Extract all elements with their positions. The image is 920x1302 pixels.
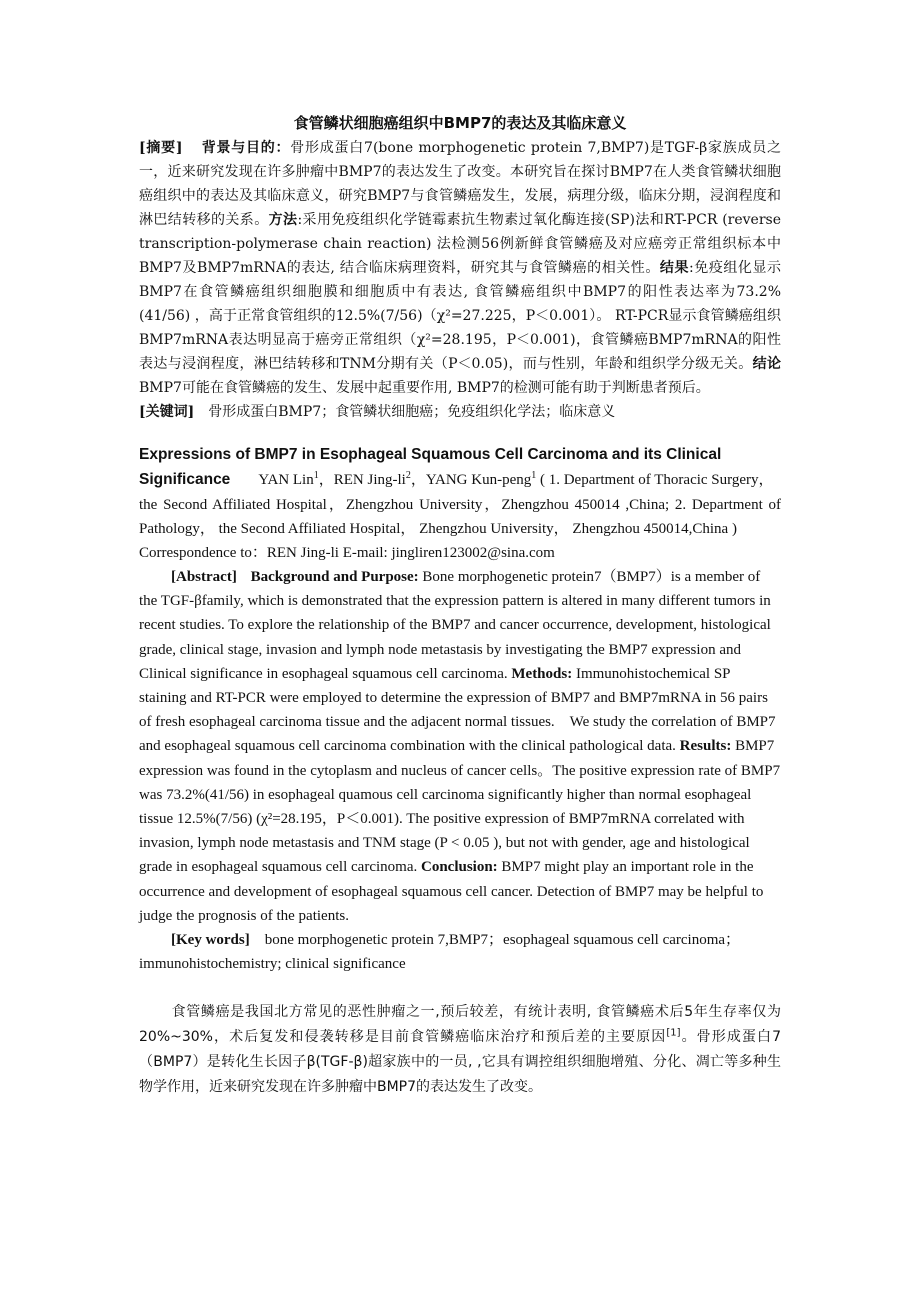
paper-page — [139, 112, 781, 1100]
en-results-label: Results: — [679, 738, 732, 755]
english-keywords — [139, 928, 781, 976]
english-title-line1: Expressions of BMP7 in Esophageal Squamous Cell Carcinoma and its Clinical — [139, 446, 722, 463]
abstract-label: [摘要] — [139, 140, 183, 156]
keywords-text: 骨形成蛋白BMP7；食管鳞状细胞癌；免疫组织化学法；临床意义 — [194, 404, 616, 420]
background-label: 背景与目的： — [201, 140, 291, 156]
en-abstract-label: [Abstract] — [171, 569, 237, 585]
body-paragraph — [139, 1000, 781, 1100]
chinese-abstract — [139, 136, 781, 400]
body-text-a: 食管鳞癌是我国北方常见的恶性肿瘤之一,预后较差，有统计表明, 食管鳞癌术后5年生存率仅为20%~30%，术后复发和侵袭转移是目前食管鳞癌临床治疗和预后差的主要原因 — [139, 1004, 781, 1046]
background-text: 骨形成蛋白7(bone morphogenetic protein 7,BMP7)是TGF-β家族成员之一，近来研究发现在许多肿瘤中BMP7的表达发生了改变。本研究旨在探讨BMP7在人类食管鳞状细胞癌组织中的表达及其临床意义，研究BMP7与食管鳞癌发生，发展，病理分级，临床分期，浸润程度和淋巴结转移的关系。 — [139, 140, 782, 228]
en-conclusion-text: BMP7 might play an important role in the occurrence and development of esophageal squamous cell cancer. Detection of BMP7 may be helpful to judge the prognosis of the patients. — [139, 859, 764, 924]
en-keywords-label: [Key words] — [171, 932, 250, 949]
body-text-b: 。骨形成蛋白7（BMP7）是转化生长因子β(TGF-β)超家族中的一员, ,它具有调控组织细胞增殖、分化、凋亡等多种生物学作用，近来研究发现在许多肿瘤中BMP7的表达发生了改变。 — [139, 1029, 781, 1096]
en-background-label: Background and Purpose: — [250, 569, 419, 585]
results-text: :免疫组化显示BMP7在食管鳞癌组织细胞膜和细胞质中有表达, 食管鳞癌组织中BMP7的阳性表达率为73.2% (41/56) ，高于正常食管组织的12.5%(7/56)（χ²=27.225，P＜0.001）。 RT-PCR显示食管鳞癌组织BMP7mRNA表达明显高于癌旁正常组织（χ²=28.195，P＜0.001)，食管鳞癌BMP7mRNA的阳性表达与浸润程度，淋巴结转移和TNM分期有关（P＜0.05)，而与性别，年龄和组织学分级无关。 — [139, 260, 782, 372]
authors: YAN Lin$^1$，REN Jing-$li^2$，YANG Kun-peng$^1$ ( 1. Department of Thoracic Surgery， — [258, 470, 774, 488]
en-results-text: BMP7 expression was found in the cytoplasm and nucleus of cancer cells。The positive expression rate of BMP7 was 73.2%(41/56) in esophageal quamous cell carcinoma significantly higher than normal esophageal tissue 12.5%(7/56) (χ²=28.195，P＜0.001). The positive expression of BMP7mRNA correlated with invasion, lymph node metastasis and TNM stage (P < 0.05 ), but not with gender, age and histological grade in esophageal squamous cell carcinoma. — [139, 738, 781, 876]
conclusion-text: BMP7可能在食管鳞癌的发生、发展中起重要作用, BMP7的检测可能有助于判断患者预后。 — [139, 380, 710, 396]
correspondence: Correspondence to：REN Jing-li E-mail: jingliren123002@sina.com — [139, 545, 555, 561]
en-methods-label: Methods: — [511, 665, 573, 682]
conclusion-label: 结论 — [752, 356, 781, 372]
keywords-label: [关键词] — [139, 404, 195, 420]
english-header — [139, 442, 781, 493]
methods-label: 方法 — [268, 212, 298, 228]
methods-text: :采用免疫组织化学链霉素抗生物素过氧化酶连接(SP)法和RT-PCR (reverse transcription-polymerase chain reaction) 法检测56例新鲜食管鳞癌及对应癌旁正常组织标本中BMP7及BMP7mRNA的表达, 结合临床病理资料，研究其与食管鳞癌的相关性。 — [139, 212, 782, 276]
en-conclusion-label: Conclusion: — [420, 859, 498, 876]
citation: [1] — [666, 1027, 681, 1039]
section-gap — [139, 424, 781, 442]
chinese-keywords — [139, 400, 781, 424]
affiliations: the Second Affiliated Hospital，Zhengzhou University，Zhengzhou 450014 ,China; 2. Department of Pathology， the Second Affiliated Hospital， Zhengzhou University， Zhengzhou 450014,China ) — [139, 497, 781, 537]
section-gap-2 — [139, 976, 781, 1000]
en-keywords-text: bone morphogenetic protein 7,BMP7；esophageal squamous cell carcinoma；immunohistochemistry; clinical significance — [139, 932, 741, 973]
english-abstract — [139, 565, 781, 928]
english-title-line2: Significance — [139, 471, 231, 488]
en-methods-text: Immunohistochemical SP staining and RT-PCR were employed to determine the expression of BMP7 and BMP7mRNA in 56 pairs of fresh esophageal carcinoma tissue and the adjacent normal tissues. We study the correlation of BMP7 and esophageal squamous cell carcinoma combination with the clinical pathological data. — [139, 665, 776, 755]
paper-title: 食管鳞状细胞癌组织中BMP7的表达及其临床意义 — [293, 114, 627, 132]
results-label: 结果 — [659, 260, 689, 276]
en-background-text: Bone morphogenetic protein7（BMP7）is a member of the TGF-βfamily, which is demonstrated that the expression pattern is altered in many different tumors in recent studies. To explore the relationship of the BMP7 and cancer occurrence, development, histological grade, clinical stage, invasion and lymph node metastasis by investigating the BMP7 expression and Clinical significance in esophageal squamous cell carcinoma. — [139, 569, 771, 682]
